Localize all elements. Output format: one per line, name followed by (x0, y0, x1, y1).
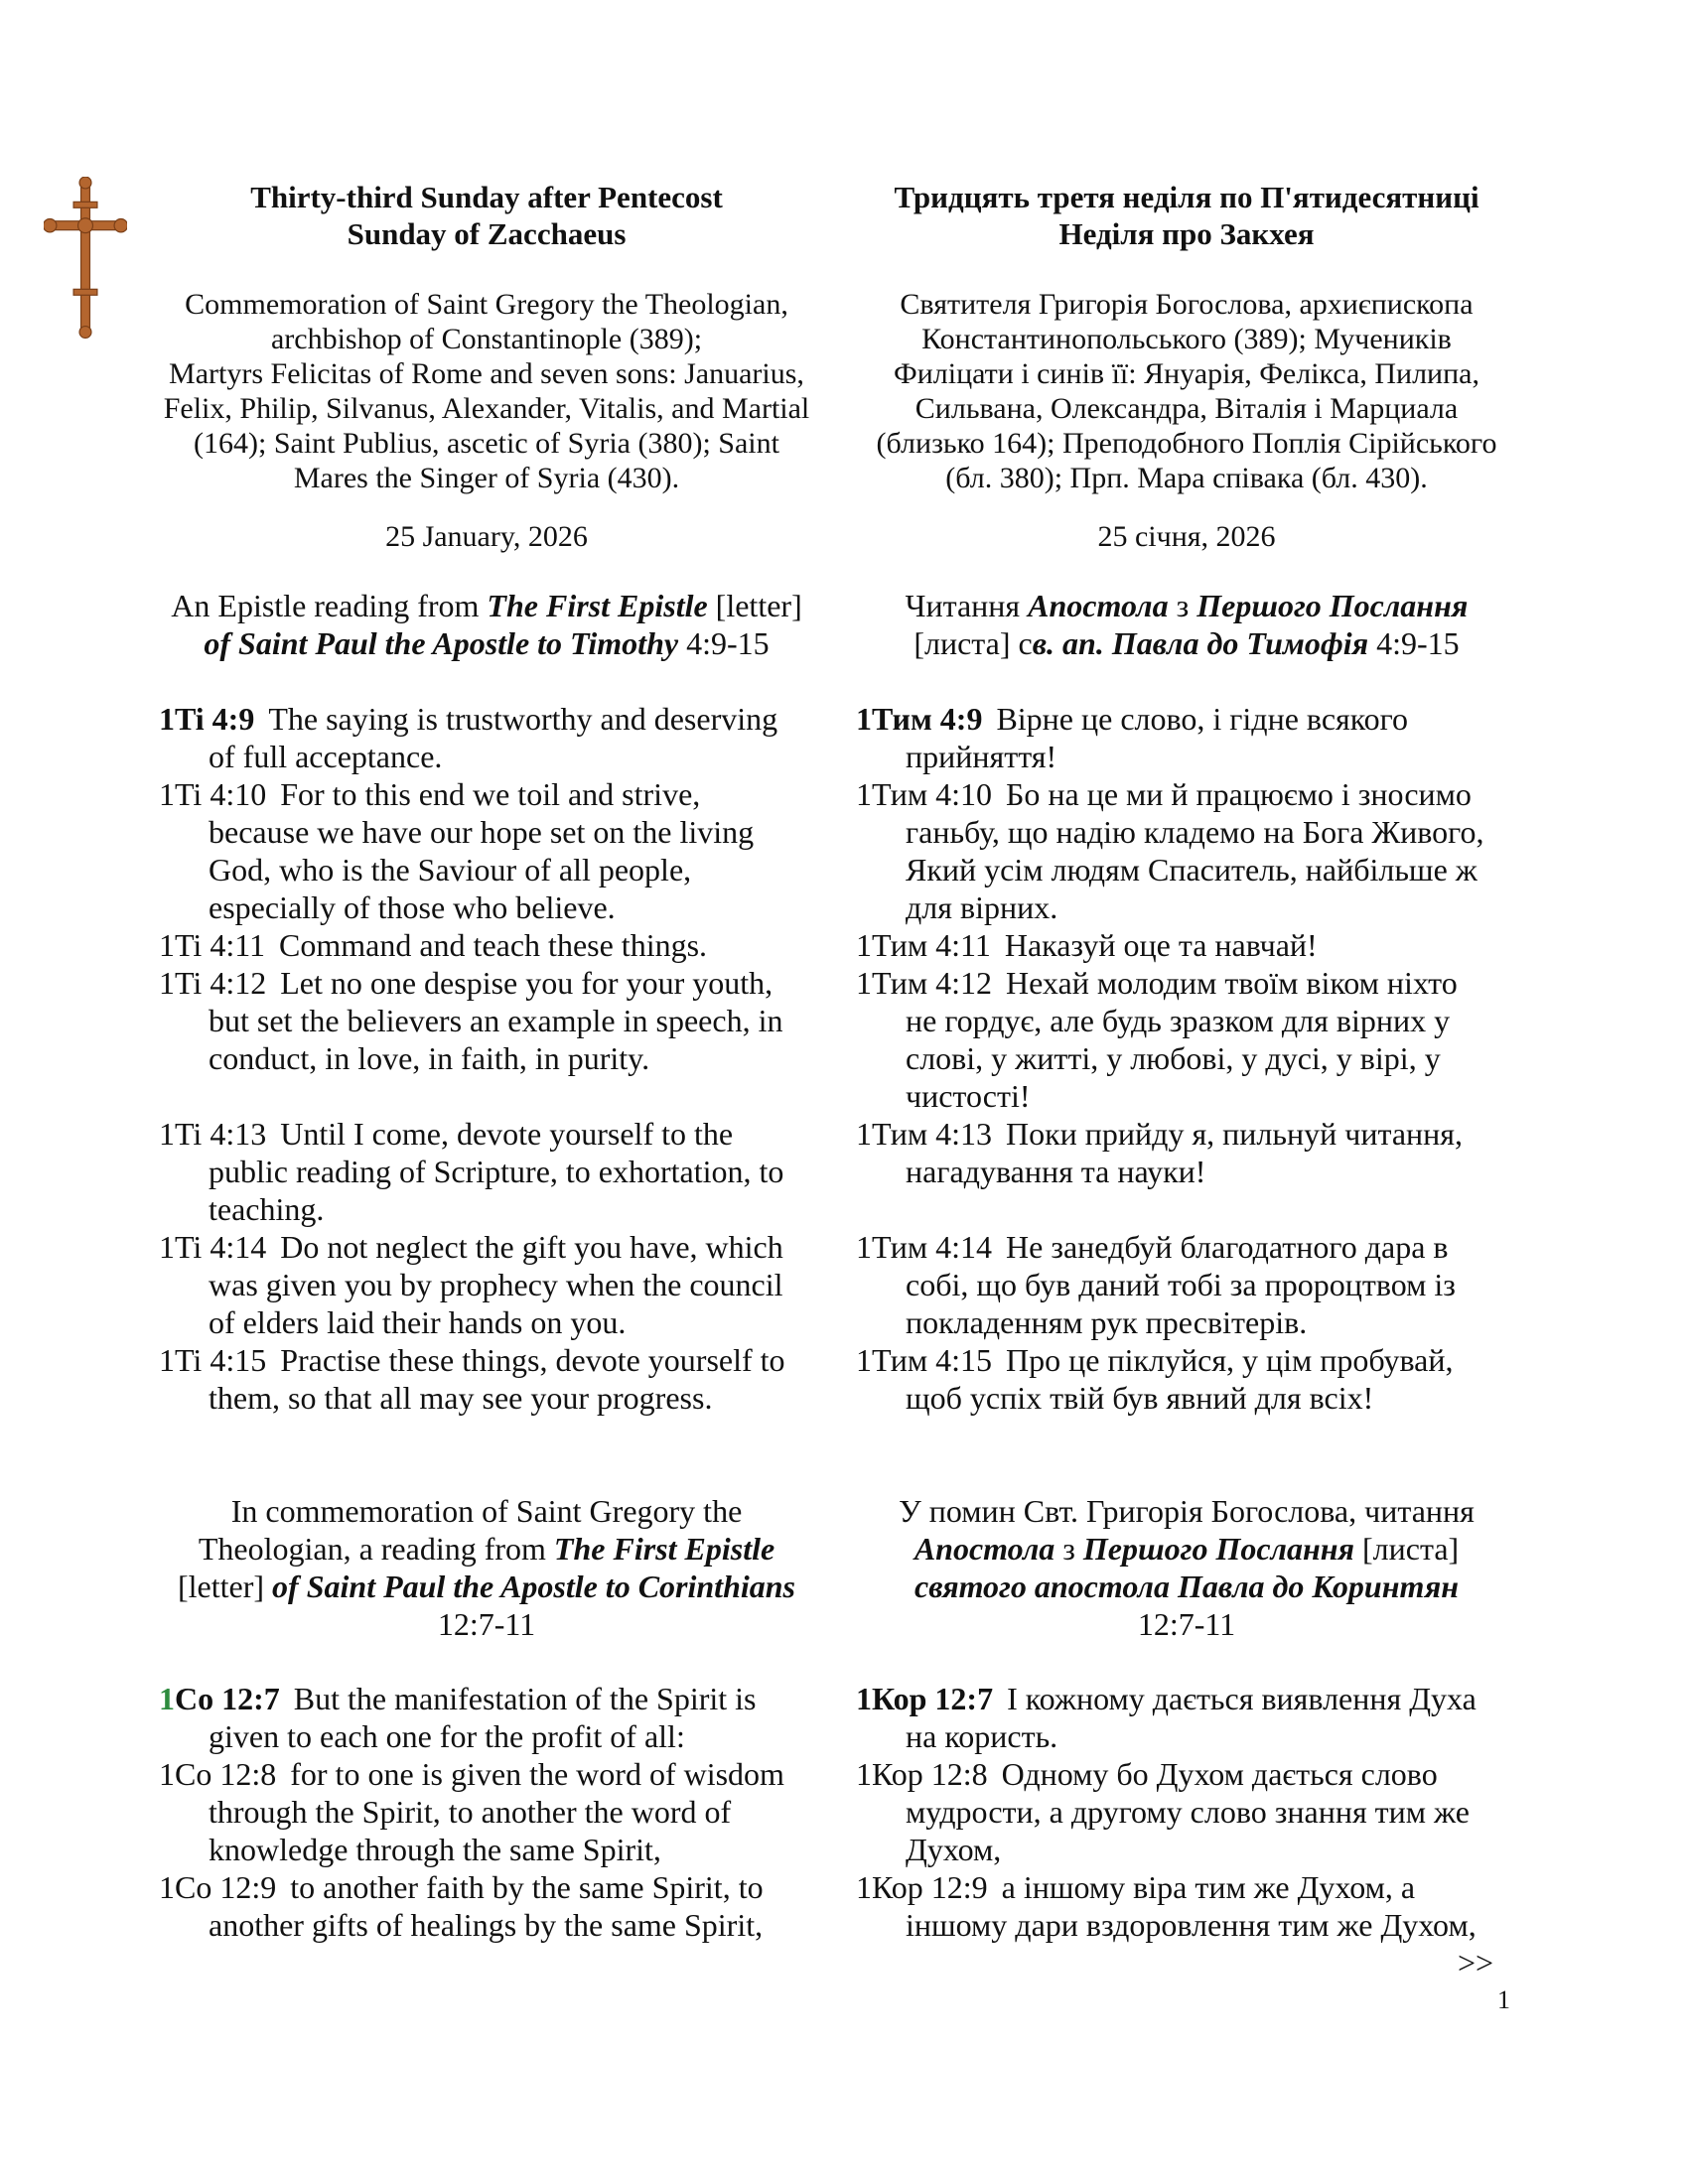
verse-line (856, 1717, 1477, 1755)
verse-text: нагадування та науки! (906, 1154, 1206, 1189)
book-title: of Saint Paul the Apostle to Timothy (204, 625, 679, 661)
verse-line (159, 775, 785, 813)
heading-line (849, 1605, 1524, 1643)
verse-line (856, 1228, 1483, 1266)
continued-marker: >> (1458, 1945, 1494, 1980)
verse-text: Одному бо Духом дається слово (1001, 1756, 1438, 1792)
verse (856, 926, 1483, 964)
verse-text: given to each one for the profit of all: (209, 1718, 685, 1754)
verse-line (159, 1190, 785, 1228)
verse-line (856, 1680, 1477, 1717)
verse-text: собі, що був даний тобі за пророцтвом із (906, 1267, 1456, 1302)
verse-reference (159, 965, 266, 1001)
verse-text: для вірних. (906, 889, 1058, 925)
text-line: (бл. 380); Прп. Мара співака (бл. 430). (945, 462, 1428, 494)
verse (159, 1341, 785, 1417)
verse-text: them, so that all may see your progress. (209, 1380, 713, 1416)
verse-text: Який усім людям Спаситель, найбільше ж (906, 852, 1477, 887)
verse-reference-prefix: 1 (159, 1681, 175, 1716)
heading-text: 12:7-11 (437, 1606, 536, 1642)
verse (856, 1228, 1483, 1341)
verse-line (159, 1831, 784, 1868)
verse-line (856, 1115, 1483, 1153)
book-title: of Saint Paul the Apostle to Corinthians (272, 1569, 795, 1604)
verse-line (856, 1868, 1477, 1906)
verse-text: Не занедбуй благодатного дара в (1006, 1229, 1449, 1265)
verse-text: Поки прийду я, пильнуй читання, (1006, 1116, 1463, 1152)
verse-reference (159, 1116, 266, 1152)
book-title: Апостола (914, 1531, 1055, 1567)
page-number: 1 (1497, 1985, 1510, 2014)
verse (159, 964, 785, 1077)
verse-line (159, 888, 785, 926)
heading-line (149, 1530, 824, 1568)
book-title: The First Epistle (553, 1531, 775, 1567)
text-line: (близько 164); Преподобного Поплія Сірійського (876, 427, 1497, 460)
verse-line (856, 1002, 1483, 1039)
verse (159, 1868, 784, 1944)
text-line: Martyrs Felicitas of Rome and seven sons: Januarius, (169, 357, 804, 390)
verse-reference-text: 1Ti 4:11 (159, 927, 266, 963)
heading-line (149, 1568, 824, 1605)
verse-reference-text: 1Тим 4:15 (856, 1342, 993, 1378)
verse-reference-text: 1Ti 4:14 (159, 1229, 267, 1265)
verse-text: God, who is the Saviour of all people, (209, 852, 692, 887)
text-line: archbishop of Constantinople (389); (270, 323, 703, 355)
heading-line (849, 1492, 1524, 1530)
verse-line (856, 964, 1483, 1002)
heading-text: An Epistle reading from (171, 588, 488, 623)
book-title: Першого Послання (1082, 1531, 1354, 1567)
heading-text: з (1055, 1531, 1083, 1567)
verse-text: на користь. (906, 1718, 1058, 1754)
verse-text: of full acceptance. (209, 739, 443, 774)
verse-text: Вірне це слово, і гідне всякого (996, 701, 1408, 737)
verse-text: слові, у житті, у любові, у дусі, у вірі, у (906, 1040, 1441, 1076)
verse-text: Про це піклуйся, у цім пробувай, (1006, 1342, 1454, 1378)
right-reading1-heading (849, 587, 1524, 662)
verse-reference (159, 1869, 276, 1905)
text-line: Commemoration of Saint Gregory the Theologian, (185, 288, 788, 321)
verse-line (856, 775, 1483, 813)
verse-reference-text: 1Тим 4:14 (856, 1229, 993, 1265)
heading-text: Theologian, a reading from (198, 1531, 554, 1567)
subtitle-line: Неділя про Закхея (1058, 216, 1315, 251)
verse-line (159, 926, 785, 964)
verse-reference-text: 1Ti 4:9 (159, 701, 255, 737)
verse-text: another gifts of healings by the same Spirit, (209, 1907, 764, 1943)
verse-line (159, 851, 785, 888)
verse-text: щоб успіх твій був явний для всіх! (906, 1380, 1374, 1416)
verse-reference (856, 1342, 992, 1378)
verse-line (159, 1039, 785, 1077)
title-line: Тридцять третя неділя по П'ятидесятниці (894, 180, 1479, 214)
verse-line (856, 888, 1483, 926)
book-title: The First Epistle (487, 588, 708, 623)
verse-text: public reading of Scripture, to exhortation, to (209, 1154, 784, 1189)
heading-text: In commemoration of Saint Gregory the (230, 1493, 743, 1529)
verse-text: прийняття! (906, 739, 1057, 774)
right-date: 25 січня, 2026 (1097, 520, 1276, 553)
verse-line (159, 1002, 785, 1039)
verse-line (159, 1379, 785, 1417)
verse-text: Command and teach these things. (279, 927, 708, 963)
verse-line (159, 700, 785, 738)
heading-text: [листа] с (914, 625, 1033, 661)
verse-line (856, 1303, 1483, 1341)
book-title: Апостола (1028, 588, 1169, 623)
verse-reference-text: Co 12:7 (175, 1681, 280, 1716)
verse-text: But the manifestation of the Spirit is (293, 1681, 757, 1716)
verse-line (856, 926, 1483, 964)
verse-line (159, 1303, 785, 1341)
verse-line (856, 1793, 1477, 1831)
verse-line (856, 1831, 1477, 1868)
heading-text: [letter] (707, 588, 802, 623)
verse (856, 1341, 1483, 1417)
verse-line (856, 1341, 1483, 1379)
verse-reference (856, 965, 992, 1001)
verse-line (159, 1906, 784, 1944)
verse (159, 1115, 785, 1228)
verse-reference-text: 1Тим 4:12 (856, 965, 993, 1001)
verse-line (856, 1906, 1477, 1944)
right-title (849, 179, 1524, 252)
verse-text: because we have our hope set on the living (209, 814, 755, 850)
heading-text: 4:9-15 (678, 625, 770, 661)
verse-line (856, 1153, 1483, 1190)
verse-reference (159, 1756, 276, 1792)
right-reading2-verses (856, 1680, 1477, 1944)
verse (856, 1680, 1477, 1755)
verse-reference-text: 1Ti 4:15 (159, 1342, 267, 1378)
verse-text: Until I come, devote yourself to the (280, 1116, 734, 1152)
verse-reference-text: 1Ti 4:10 (159, 776, 267, 812)
heading-line (149, 587, 824, 624)
text-line: Святителя Григорія Богослова, архиєпископа (900, 288, 1474, 321)
verse (159, 1755, 784, 1868)
verse (856, 1868, 1477, 1944)
verse-text: Бо на це ми й працюємо і зносимо (1006, 776, 1472, 812)
heading-text: У помин Свт. Григорія Богослова, читання (899, 1493, 1475, 1529)
heading-line (149, 1605, 824, 1643)
verse-text: to another faith by the same Spirit, to (290, 1869, 764, 1905)
verse-reference (159, 1681, 280, 1716)
verse (159, 1228, 785, 1341)
verse-text: мудрости, а другому слово знання тим же (906, 1794, 1470, 1830)
text-line: Сильвана, Олександра, Віталія і Марциала (914, 392, 1459, 425)
heading-text: 12:7-11 (1137, 1606, 1236, 1642)
verse-text: покладенням рук пресвітерів. (906, 1304, 1308, 1340)
verse-reference (856, 1869, 988, 1905)
blank-line (856, 1190, 1483, 1228)
verse-line (159, 1868, 784, 1906)
verse-line (856, 700, 1483, 738)
verse-text: through the Spirit, to another the word of (209, 1794, 732, 1830)
verse-line (856, 813, 1483, 851)
verse-line (159, 1680, 784, 1717)
orthodox-cross-icon (44, 177, 127, 340)
verse-line (159, 738, 785, 775)
verse-text: а іншому віра тим же Духом, а (1001, 1869, 1416, 1905)
verse-line (856, 1755, 1477, 1793)
verse-reference-text: 1Co 12:9 (159, 1869, 277, 1905)
verse-line (856, 1077, 1483, 1115)
verse (856, 1755, 1477, 1868)
left-date: 25 January, 2026 (385, 520, 588, 553)
left-title (149, 179, 824, 252)
verse-text: Let no one despise you for your youth, (280, 965, 774, 1001)
verse-reference (856, 701, 982, 737)
verse-reference (159, 1342, 266, 1378)
verse-reference-text: 1Тим 4:9 (856, 701, 983, 737)
verse-text: Наказуй оце та навчай! (1004, 927, 1318, 963)
text-line: Felix, Philip, Silvanus, Alexander, Vitalis, and Martial (163, 392, 810, 425)
verse-text: чистості! (906, 1078, 1031, 1114)
verse-reference-text: 1Тим 4:11 (856, 927, 991, 963)
verse-text: І кожному дається виявлення Духа (1007, 1681, 1477, 1716)
verse-reference-text: 1Кор 12:9 (856, 1869, 988, 1905)
text-line: (164); Saint Publius, ascetic of Syria (380); Saint (194, 427, 779, 460)
verse-text: Духом, (906, 1832, 1002, 1867)
verse-line (856, 1039, 1483, 1077)
verse-text: For to this end we toil and strive, (280, 776, 701, 812)
verse-text: of elders laid their hands on you. (209, 1304, 627, 1340)
verse-text: knowledge through the same Spirit, (209, 1832, 661, 1867)
right-reading1-verses (856, 700, 1483, 1417)
verse-line (159, 1793, 784, 1831)
heading-text: з (1168, 588, 1197, 623)
verse-text: Practise these things, devote yourself to (280, 1342, 785, 1378)
verse-text: conduct, in love, in faith, in purity. (209, 1040, 650, 1076)
verse-line (159, 1228, 785, 1266)
heading-line (149, 624, 824, 662)
book-title: в. ап. Павла до Тимофія (1032, 625, 1369, 661)
heading-line (849, 1568, 1524, 1605)
verse-line (856, 738, 1483, 775)
verse-line (856, 1266, 1483, 1303)
verse-line (856, 1379, 1483, 1417)
verse-reference (159, 1229, 266, 1265)
verse-text: іншому дари вздоровлення тим же Духом, (906, 1907, 1477, 1943)
verse-line (159, 1115, 785, 1153)
verse-reference-text: 1Тим 4:13 (856, 1116, 993, 1152)
heading-line (849, 587, 1524, 624)
heading-line (149, 1492, 824, 1530)
verse (856, 964, 1483, 1115)
verse-text: ганьбу, що надію кладемо на Бога Живого, (906, 814, 1484, 850)
verse-line (159, 1266, 785, 1303)
verse-line (856, 851, 1483, 888)
verse-reference-text: 1Ti 4:12 (159, 965, 267, 1001)
verse-reference (856, 1681, 993, 1716)
left-commemoration (149, 287, 824, 495)
heading-text: [letter] (178, 1569, 273, 1604)
verse-reference (856, 927, 991, 963)
heading-text: [листа] (1353, 1531, 1460, 1567)
verse-text: teaching. (209, 1191, 325, 1227)
heading-line (849, 1530, 1524, 1568)
left-reading2-heading (149, 1492, 824, 1643)
verse-line (159, 813, 785, 851)
title-line: Thirty-third Sunday after Pentecost (250, 180, 723, 214)
verse-reference (856, 1229, 992, 1265)
verse-line (159, 1755, 784, 1793)
text-line: Mares the Singer of Syria (430). (293, 462, 680, 494)
verse-reference (856, 1756, 988, 1792)
subtitle-line: Sunday of Zacchaeus (347, 216, 627, 251)
verse-reference-text: 1Кор 12:7 (856, 1681, 994, 1716)
verse-line (159, 1153, 785, 1190)
verse-text: but set the believers an example in speech, in (209, 1003, 783, 1038)
verse (159, 775, 785, 926)
verse-text: The saying is trustworthy and deserving (268, 701, 778, 737)
book-title: святого апостола Павла до Коринтян (914, 1569, 1459, 1604)
book-title: Першого Послання (1196, 588, 1469, 623)
text-line: Филіцати і синів її: Януарія, Фелікса, Пилипа, (894, 357, 1479, 390)
verse-text: for to one is given the word of wisdom (290, 1756, 784, 1792)
verse-reference-text: 1Кор 12:8 (856, 1756, 988, 1792)
text-line: Константинопольського (389); Мучеників (921, 323, 1452, 355)
verse-reference (159, 927, 265, 963)
verse-reference-text: 1Тим 4:10 (856, 776, 993, 812)
verse (159, 700, 785, 775)
verse (159, 926, 785, 964)
heading-line (849, 624, 1524, 662)
verse-reference (159, 701, 254, 737)
verse-line (159, 1341, 785, 1379)
verse-reference (159, 776, 266, 812)
verse-text: Нехай молодим твоїм віком ніхто (1006, 965, 1458, 1001)
verse-text: не гордує, але будь зразком для вірних у (906, 1003, 1451, 1038)
verse-line (159, 964, 785, 1002)
verse (856, 1115, 1483, 1190)
right-commemoration (849, 287, 1524, 495)
heading-text: Читання (905, 588, 1029, 623)
verse-line (159, 1717, 784, 1755)
verse (856, 700, 1483, 775)
verse-reference-text: 1Co 12:8 (159, 1756, 277, 1792)
verse (159, 1680, 784, 1755)
verse-reference (856, 1116, 992, 1152)
right-reading2-heading (849, 1492, 1524, 1643)
left-reading1-verses (159, 700, 785, 1417)
left-reading2-verses (159, 1680, 784, 1944)
verse-reference-text: 1Ti 4:13 (159, 1116, 267, 1152)
blank-line (159, 1077, 785, 1115)
verse (856, 775, 1483, 926)
heading-text: 4:9-15 (1368, 625, 1460, 661)
verse-reference (856, 776, 992, 812)
verse-text: was given you by prophecy when the council (209, 1267, 783, 1302)
verse-text: Do not neglect the gift you have, which (280, 1229, 783, 1265)
verse-text: especially of those who believe. (209, 889, 616, 925)
left-reading1-heading (149, 587, 824, 662)
